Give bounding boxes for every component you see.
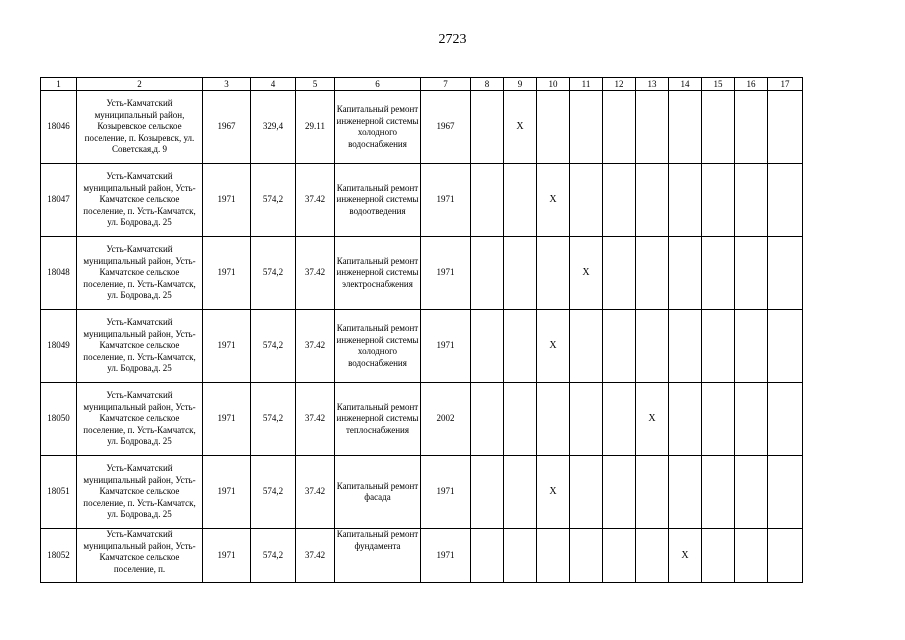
repair-year-cell: 1971 xyxy=(421,456,471,529)
column-number-2: 2 xyxy=(77,78,203,91)
empty-cell xyxy=(471,164,504,237)
empty-cell xyxy=(768,164,803,237)
empty-cell xyxy=(702,164,735,237)
work-type-cell: Капитальный ремонт инженерной системы электроснабжения xyxy=(335,237,421,310)
empty-cell xyxy=(570,383,603,456)
empty-cell xyxy=(537,91,570,164)
build-year-cell: 1971 xyxy=(203,456,251,529)
area-cell: 574,2 xyxy=(251,237,296,310)
row-id-cell: 18049 xyxy=(41,310,77,383)
empty-cell xyxy=(504,310,537,383)
column-number-row xyxy=(41,78,803,91)
row-id-cell: 18050 xyxy=(41,383,77,456)
empty-cell xyxy=(504,529,537,583)
column-number-6: 6 xyxy=(335,78,421,91)
area-cell: 329,4 xyxy=(251,91,296,164)
empty-cell xyxy=(669,237,702,310)
empty-cell xyxy=(768,310,803,383)
area-cell: 574,2 xyxy=(251,164,296,237)
page-number: 2723 xyxy=(438,32,467,47)
mark-x: X xyxy=(549,486,557,498)
address-cell: Усть-Камчатский муниципальный район, Усть-Камчатское сельское поселение, п. Усть-Камчатск, ул. Бодрова,д. 25 xyxy=(77,456,203,529)
repair-year-cell: 1967 xyxy=(421,91,471,164)
address-cell: Усть-Камчатский муниципальный район, Усть-Камчатское сельское поселение, п. Усть-Камчатск, ул. Бодрова,д. 25 xyxy=(77,237,203,310)
address-cell: Усть-Камчатский муниципальный район, Усть-Камчатское сельское поселение, п. xyxy=(77,529,203,583)
empty-cell xyxy=(735,456,768,529)
value-cell: 37.42 xyxy=(296,383,335,456)
value-cell: 37.42 xyxy=(296,310,335,383)
mark-x: X xyxy=(681,549,689,561)
work-type-cell: Капитальный ремонт инженерной системы водоотведения xyxy=(335,164,421,237)
empty-cell xyxy=(504,164,537,237)
empty-cell xyxy=(669,310,702,383)
empty-cell xyxy=(768,456,803,529)
empty-cell xyxy=(570,529,603,583)
area-cell: 574,2 xyxy=(251,310,296,383)
empty-cell xyxy=(537,383,570,456)
repair-year-cell: 1971 xyxy=(421,529,471,583)
area-cell: 574,2 xyxy=(251,529,296,583)
column-number-4: 4 xyxy=(251,78,296,91)
row-id-cell: 18051 xyxy=(41,456,77,529)
mark-cell xyxy=(537,456,570,529)
row-id-cell: 18047 xyxy=(41,164,77,237)
area-cell: 574,2 xyxy=(251,383,296,456)
repair-year-cell: 1971 xyxy=(421,310,471,383)
empty-cell xyxy=(570,310,603,383)
work-type-cell: Капитальный ремонт инженерной системы холодного водоснабжения xyxy=(335,310,421,383)
build-year-cell: 1971 xyxy=(203,529,251,583)
mark-cell xyxy=(570,237,603,310)
empty-cell xyxy=(768,383,803,456)
mark-x: X xyxy=(516,121,524,133)
empty-cell xyxy=(669,456,702,529)
empty-cell xyxy=(669,164,702,237)
empty-cell xyxy=(471,237,504,310)
area-cell: 574,2 xyxy=(251,456,296,529)
column-number-12: 12 xyxy=(603,78,636,91)
table-row xyxy=(41,383,803,456)
empty-cell xyxy=(702,91,735,164)
empty-cell xyxy=(636,91,669,164)
work-type-cell: Капитальный ремонт инженерной системы теплоснабжения xyxy=(335,383,421,456)
empty-cell xyxy=(735,529,768,583)
table-row xyxy=(41,310,803,383)
address-cell: Усть-Камчатский муниципальный район, Усть-Камчатское сельское поселение, п. Усть-Камчатск, ул. Бодрова,д. 25 xyxy=(77,383,203,456)
empty-cell xyxy=(702,456,735,529)
empty-cell xyxy=(603,529,636,583)
empty-cell xyxy=(570,456,603,529)
empty-cell xyxy=(636,164,669,237)
work-type-cell: Капитальный ремонт фундамента xyxy=(335,529,421,583)
build-year-cell: 1967 xyxy=(203,91,251,164)
column-number-3: 3 xyxy=(203,78,251,91)
column-number-8: 8 xyxy=(471,78,504,91)
empty-cell xyxy=(702,529,735,583)
mark-cell xyxy=(669,529,702,583)
empty-cell xyxy=(570,91,603,164)
table-row xyxy=(41,91,803,164)
repair-year-cell: 2002 xyxy=(421,383,471,456)
build-year-cell: 1971 xyxy=(203,164,251,237)
empty-cell xyxy=(504,237,537,310)
empty-cell xyxy=(669,91,702,164)
column-number-11: 11 xyxy=(570,78,603,91)
table-row xyxy=(41,164,803,237)
empty-cell xyxy=(603,456,636,529)
table-body xyxy=(41,78,803,583)
address-cell: Усть-Камчатский муниципальный район, Усть-Камчатское сельское поселение, п. Усть-Камчатск, ул. Бодрова,д. 25 xyxy=(77,310,203,383)
table-row xyxy=(41,237,803,310)
empty-cell xyxy=(471,383,504,456)
mark-x: X xyxy=(582,267,590,279)
empty-cell xyxy=(570,164,603,237)
mark-cell xyxy=(636,383,669,456)
empty-cell xyxy=(471,310,504,383)
value-cell: 29.11 xyxy=(296,91,335,164)
empty-cell xyxy=(735,310,768,383)
column-number-1: 1 xyxy=(41,78,77,91)
value-cell: 37.42 xyxy=(296,529,335,583)
empty-cell xyxy=(735,237,768,310)
empty-cell xyxy=(471,529,504,583)
mark-x: X xyxy=(549,340,557,352)
build-year-cell: 1971 xyxy=(203,310,251,383)
empty-cell xyxy=(702,237,735,310)
empty-cell xyxy=(603,164,636,237)
empty-cell xyxy=(768,529,803,583)
column-number-16: 16 xyxy=(735,78,768,91)
empty-cell xyxy=(537,529,570,583)
mark-x: X xyxy=(549,194,557,206)
empty-cell xyxy=(504,383,537,456)
empty-cell xyxy=(636,456,669,529)
table-row xyxy=(41,529,803,583)
empty-cell xyxy=(537,237,570,310)
empty-cell xyxy=(702,383,735,456)
empty-cell xyxy=(603,310,636,383)
empty-cell xyxy=(471,456,504,529)
column-number-13: 13 xyxy=(636,78,669,91)
column-number-10: 10 xyxy=(537,78,570,91)
work-type-cell: Капитальный ремонт инженерной системы холодного водоснабжения xyxy=(335,91,421,164)
empty-cell xyxy=(636,529,669,583)
column-number-15: 15 xyxy=(702,78,735,91)
address-cell: Усть-Камчатский муниципальный район, Козыревское сельское поселение, п. Козыревск, ул. Советская,д. 9 xyxy=(77,91,203,164)
empty-cell xyxy=(603,91,636,164)
empty-cell xyxy=(768,91,803,164)
row-id-cell: 18052 xyxy=(41,529,77,583)
mark-cell xyxy=(537,310,570,383)
empty-cell xyxy=(636,237,669,310)
empty-cell xyxy=(669,383,702,456)
table-row xyxy=(41,456,803,529)
row-id-cell: 18046 xyxy=(41,91,77,164)
empty-cell xyxy=(603,237,636,310)
empty-cell xyxy=(768,237,803,310)
column-number-5: 5 xyxy=(296,78,335,91)
column-number-14: 14 xyxy=(669,78,702,91)
work-type-cell: Капитальный ремонт фасада xyxy=(335,456,421,529)
repair-year-cell: 1971 xyxy=(421,164,471,237)
mark-cell xyxy=(504,91,537,164)
empty-cell xyxy=(735,164,768,237)
address-cell: Усть-Камчатский муниципальный район, Усть-Камчатское сельское поселение, п. Усть-Камчатск, ул. Бодрова,д. 25 xyxy=(77,164,203,237)
empty-cell xyxy=(471,91,504,164)
row-id-cell: 18048 xyxy=(41,237,77,310)
column-number-7: 7 xyxy=(421,78,471,91)
repair-year-cell: 1971 xyxy=(421,237,471,310)
empty-cell xyxy=(735,383,768,456)
build-year-cell: 1971 xyxy=(203,237,251,310)
empty-cell xyxy=(702,310,735,383)
empty-cell xyxy=(603,383,636,456)
value-cell: 37.42 xyxy=(296,456,335,529)
mark-x: X xyxy=(648,413,656,425)
empty-cell xyxy=(735,91,768,164)
registry-table xyxy=(40,77,803,583)
empty-cell xyxy=(504,456,537,529)
empty-cell xyxy=(636,310,669,383)
value-cell: 37.42 xyxy=(296,237,335,310)
column-number-9: 9 xyxy=(504,78,537,91)
column-number-17: 17 xyxy=(768,78,803,91)
value-cell: 37.42 xyxy=(296,164,335,237)
mark-cell xyxy=(537,164,570,237)
build-year-cell: 1971 xyxy=(203,383,251,456)
